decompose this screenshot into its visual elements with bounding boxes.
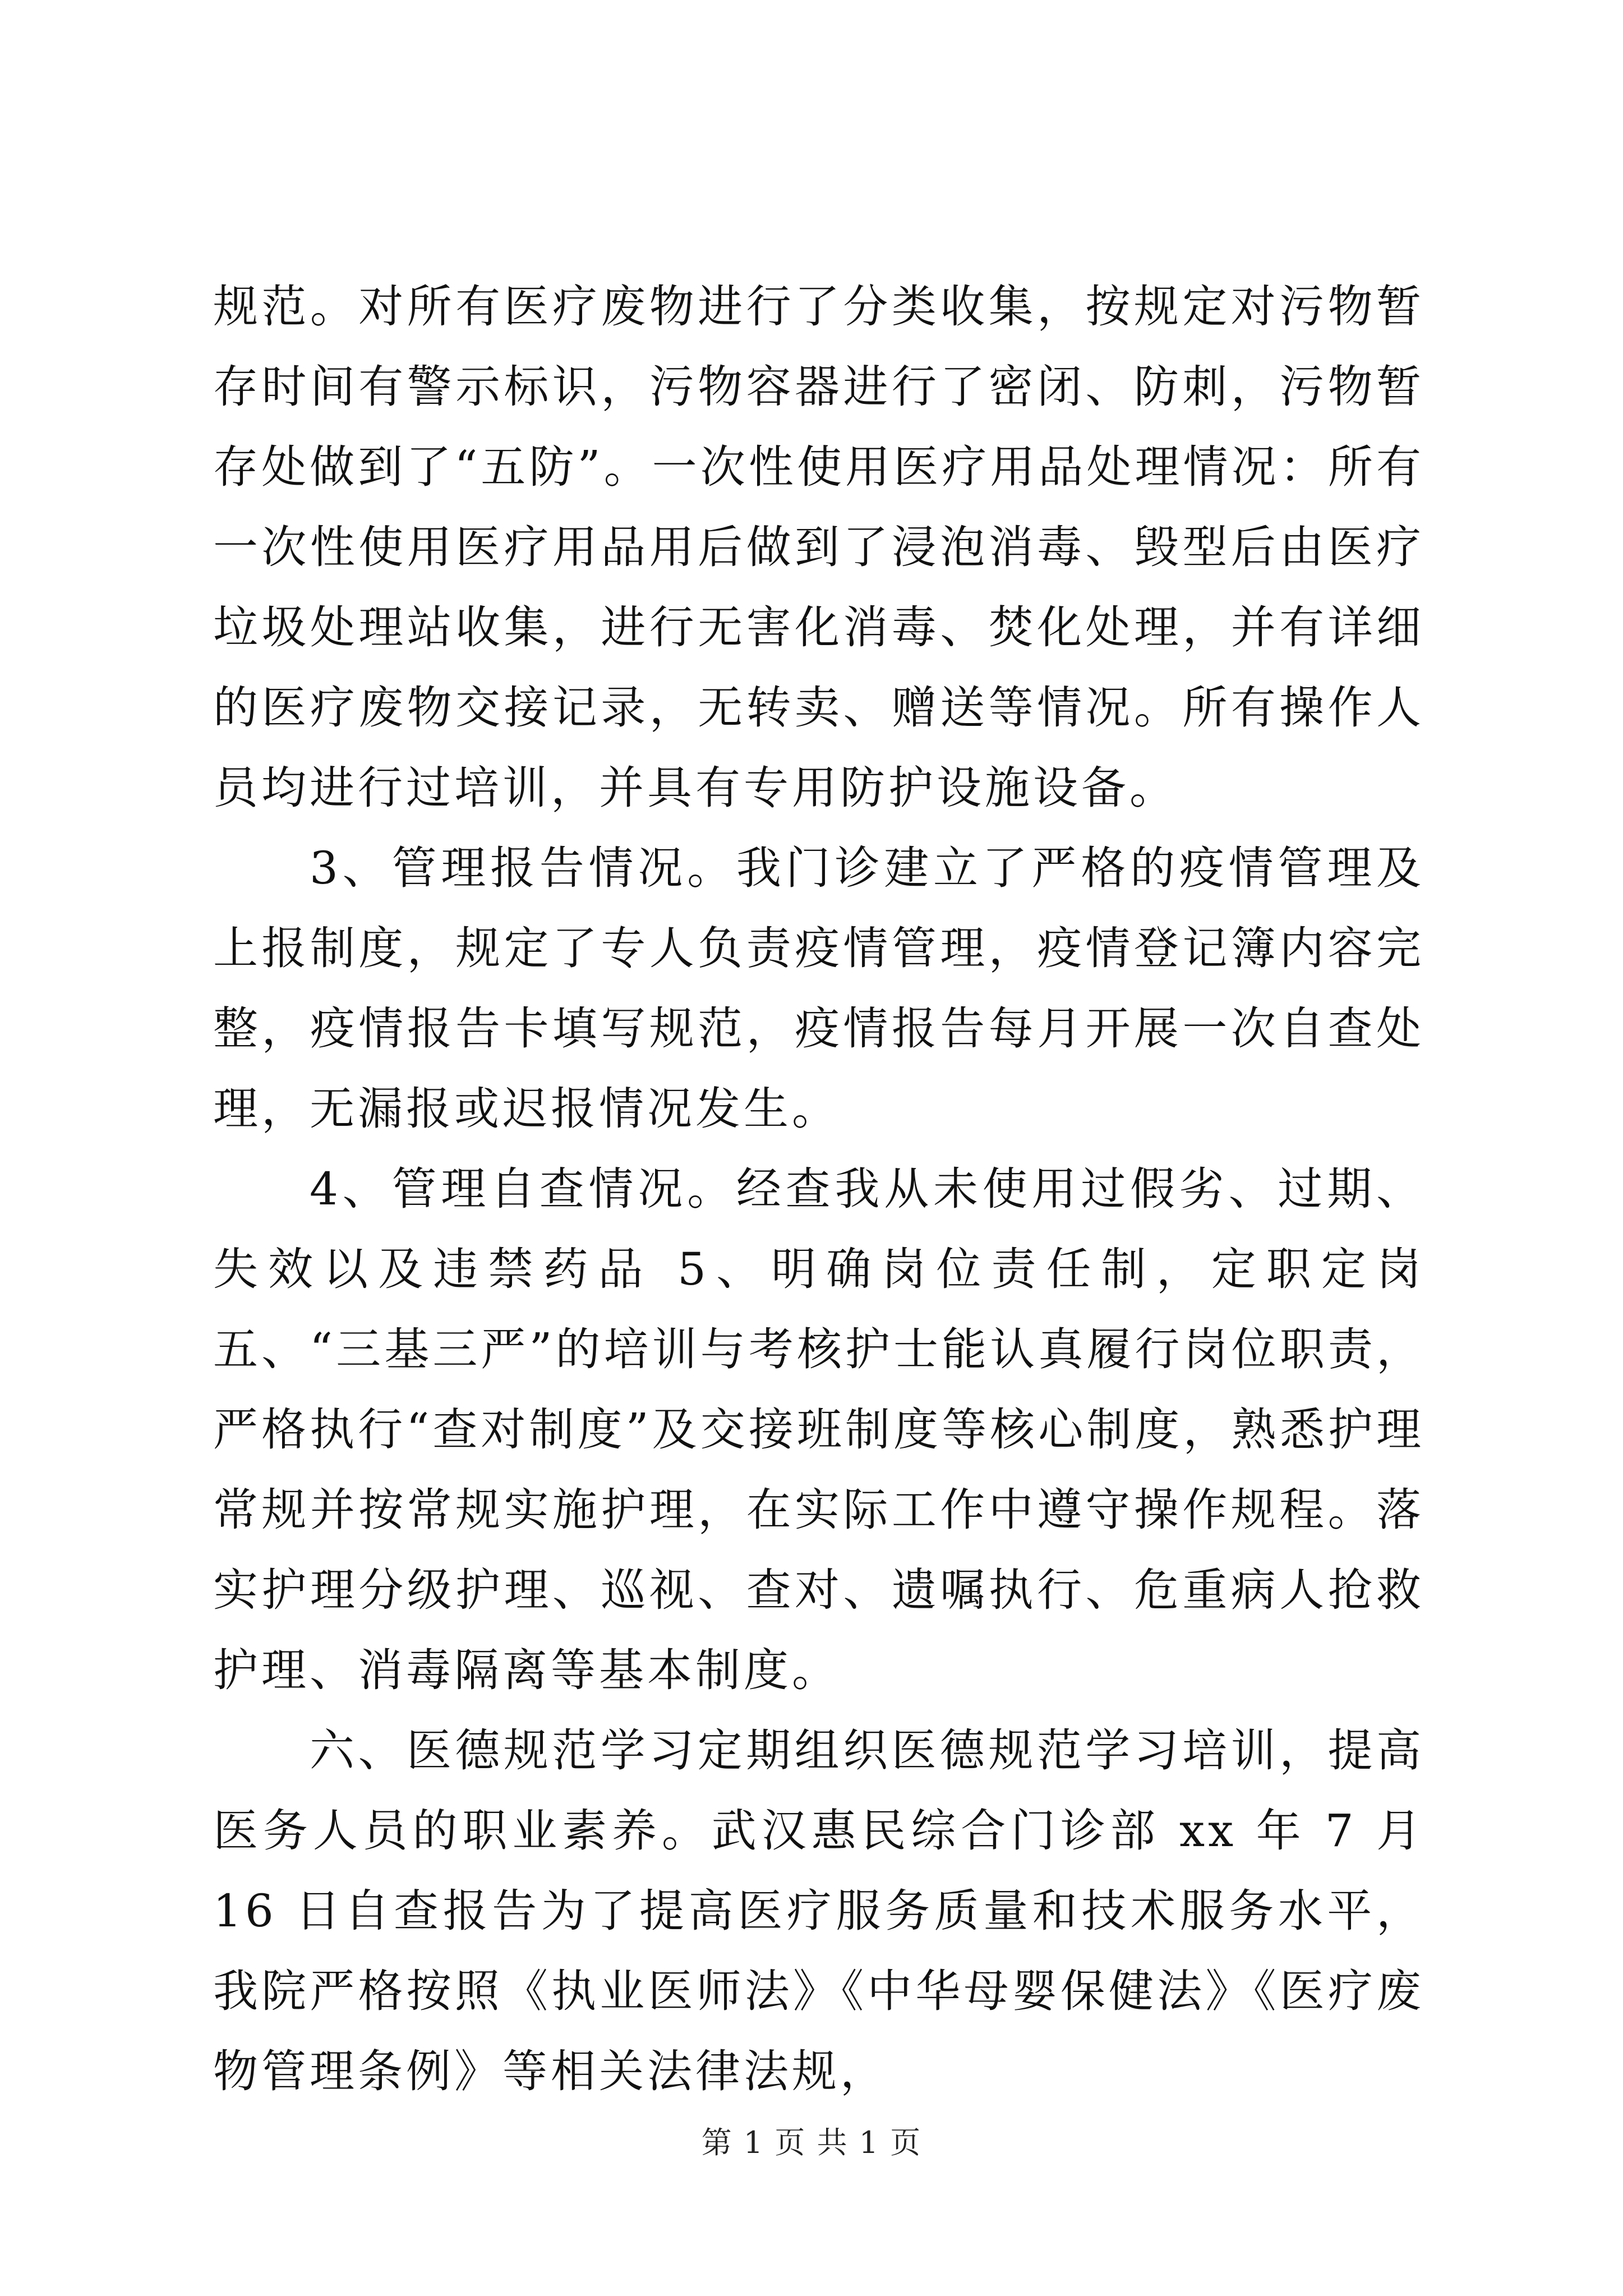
document-body (213, 266, 1424, 2111)
paragraph-2: 3、管理报告情况。我门诊建立了严格的疫情管理及上报制度，规定了专人负责疫情管理，疫情登记簿内容完整，疫情报告卡填写规范，疫情报告每月开展一次自查处理，无漏报或迟报情况发生。 (213, 842, 1424, 1135)
page-footer: 第 1 页 共 1 页 (701, 2125, 922, 2160)
paragraph-3: 4、管理自查情况。经查我从未使用过假劣、过期、失效以及违禁药品 5、明确岗位责任制，定职定岗五、“三基三严”的培训与考核护士能认真履行岗位职责，严格执行“查对制度”及交接班制度等核心制度，熟悉护理常规并按常规实施护理，在实际工作中遵守操作规程。落实护理分级护理、巡视、查对、遗嘱执行、危重病人抢救护理、消毒隔离等基本制度。 (213, 1163, 1424, 1696)
paragraph-1: 规范。对所有医疗废物进行了分类收集，按规定对污物暂存时间有警示标识，污物容器进行了密闭、防刺，污物暂存处做到了“五防”。一次性使用医疗用品处理情况：所有一次性使用医疗用品用后做到了浸泡消毒、毁型后由医疗垃圾处理站收集，进行无害化消毒、焚化处理，并有详细的医疗废物交接记录，无转卖、赠送等情况。所有操作人员均进行过培训，并具有专用防护设施设备。 (213, 280, 1424, 814)
paragraph-4: 六、医德规范学习定期组织医德规范学习培训，提高医务人员的职业素养。武汉惠民综合门诊部 xx 年 7 月 16 日自查报告为了提高医疗服务质量和技术服务水平，我院严格按照《执业医师法》《中华母婴保健法》《医疗废物管理条例》等相关法律法规， (213, 1724, 1424, 2097)
